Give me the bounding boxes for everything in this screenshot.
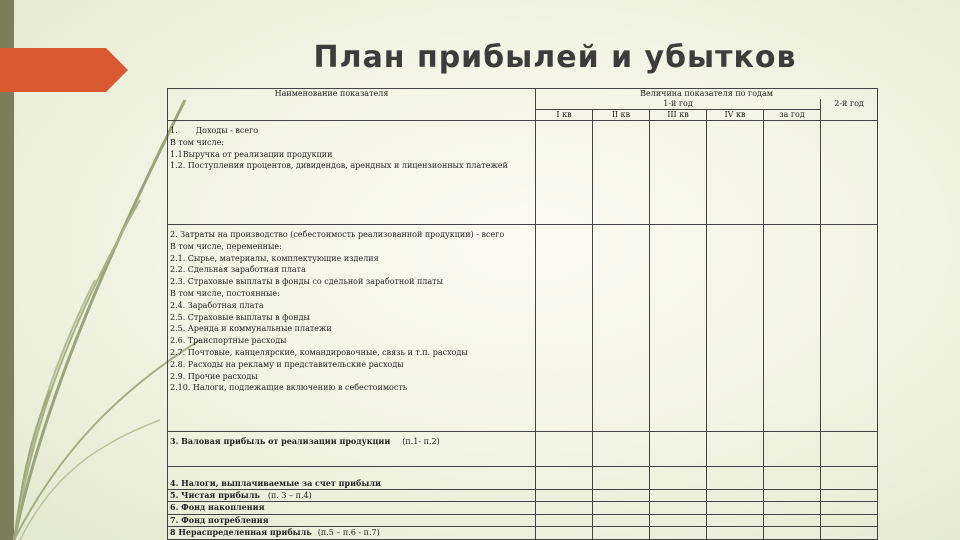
value-cell[interactable] xyxy=(536,225,593,432)
value-cell[interactable] xyxy=(650,467,707,490)
value-cell[interactable] xyxy=(821,121,878,225)
value-cell[interactable] xyxy=(764,514,821,526)
header-row-1 xyxy=(168,89,878,100)
value-cell[interactable] xyxy=(764,121,821,225)
full-year-header: за год xyxy=(764,110,821,121)
value-cell[interactable] xyxy=(593,432,650,467)
value-cell[interactable] xyxy=(650,514,707,526)
value-cell[interactable] xyxy=(764,490,821,502)
quarter-2-header: II кв xyxy=(593,110,650,121)
value-cell[interactable] xyxy=(536,527,593,539)
revenue-line: В том числе: xyxy=(170,137,225,147)
net-profit-row xyxy=(168,490,878,502)
value-cell[interactable] xyxy=(821,527,878,539)
value-cell[interactable] xyxy=(650,490,707,502)
gross-profit-cell xyxy=(168,432,536,467)
year-2-header: 2-й год xyxy=(821,99,878,121)
revenue-line: 1.1Выручка от реализации продукции xyxy=(170,149,333,159)
value-cell[interactable] xyxy=(536,502,593,514)
net-profit-formula: (п. 3 – п.4) xyxy=(267,491,312,500)
value-cell[interactable] xyxy=(536,432,593,467)
retained-profit-row xyxy=(168,527,878,539)
value-cell[interactable] xyxy=(707,527,764,539)
cost-line: 2.5. Страховые выплаты в фонды xyxy=(170,312,310,322)
quarter-4-header: IV кв xyxy=(707,110,764,121)
cost-line: 2.9. Прочие расходы xyxy=(170,371,258,381)
value-cell[interactable] xyxy=(593,527,650,539)
cost-line: 2.3. Страховые выплаты в фонды со сдельной заработной платы xyxy=(170,277,443,287)
cost-line: В том числе, постоянные: xyxy=(170,288,280,298)
value-cell[interactable] xyxy=(764,225,821,432)
costs-row xyxy=(168,225,878,432)
cost-line: 2.1. Сырье, материалы, комплектующие изделия xyxy=(170,253,379,263)
profit-loss-table xyxy=(167,88,878,540)
cost-line: 2.6. Транспортные расходы xyxy=(170,336,287,346)
revenue-row xyxy=(168,121,878,225)
cost-line: 2.8. Расходы на рекламу и представительские расходы xyxy=(170,359,404,369)
page-title: План прибылей и убытков xyxy=(313,40,797,75)
indicator-name-header: Наименование показателя xyxy=(168,89,536,121)
value-cell[interactable] xyxy=(707,514,764,526)
retained-profit-cell xyxy=(168,527,536,539)
year-1-header: 1-й год xyxy=(536,99,821,110)
value-cell[interactable] xyxy=(821,467,878,490)
value-cell[interactable] xyxy=(764,432,821,467)
value-cell[interactable] xyxy=(821,490,878,502)
value-cell[interactable] xyxy=(650,432,707,467)
value-cell[interactable] xyxy=(707,502,764,514)
value-cell[interactable] xyxy=(593,502,650,514)
value-cell[interactable] xyxy=(593,121,650,225)
accumulation-fund-row xyxy=(168,502,878,514)
value-cell[interactable] xyxy=(593,490,650,502)
cost-line: 2.2. Сдельная заработная плата xyxy=(170,265,306,275)
value-cell[interactable] xyxy=(707,490,764,502)
gross-profit-label: 3. Валовая прибыль от реализации продукции xyxy=(170,436,391,446)
value-cell[interactable] xyxy=(593,467,650,490)
value-by-years-header: Величина показателя по годам xyxy=(536,89,878,100)
accumulation-fund-label: 6. Фонд накопления xyxy=(168,502,536,514)
value-cell[interactable] xyxy=(707,467,764,490)
value-cell[interactable] xyxy=(707,121,764,225)
quarter-3-header: III кв xyxy=(650,110,707,121)
value-cell[interactable] xyxy=(821,432,878,467)
gross-profit-formula: (п.1- п.2) xyxy=(402,437,440,446)
value-cell[interactable] xyxy=(821,514,878,526)
value-cell[interactable] xyxy=(707,225,764,432)
cost-line: 2.5. Аренда и коммунальные платежи xyxy=(170,324,332,334)
value-cell[interactable] xyxy=(707,432,764,467)
consumption-fund-row xyxy=(168,514,878,526)
cost-line: 2. Затраты на производство (себестоимость реализованной продукции) - всего xyxy=(170,230,505,239)
value-cell[interactable] xyxy=(764,502,821,514)
revenue-cell xyxy=(168,121,536,225)
value-cell[interactable] xyxy=(593,514,650,526)
value-cell[interactable] xyxy=(536,514,593,526)
value-cell[interactable] xyxy=(536,490,593,502)
value-cell[interactable] xyxy=(764,527,821,539)
net-profit-cell xyxy=(168,490,536,502)
costs-cell xyxy=(168,225,536,432)
quarter-1-header: I кв xyxy=(536,110,593,121)
value-cell[interactable] xyxy=(821,502,878,514)
taxes-row xyxy=(168,467,878,490)
cost-line: 2.10. Налоги, подлежащие включению в себестоимость xyxy=(170,383,408,393)
revenue-line: 1.2. Поступления процентов, дивидендов, арендных и лицензионных платежей xyxy=(170,161,508,171)
retained-profit-formula: (п.5 – п.6 - п.7) xyxy=(317,528,380,538)
value-cell[interactable] xyxy=(650,121,707,225)
value-cell[interactable] xyxy=(650,527,707,539)
gross-profit-row xyxy=(168,432,878,467)
taxes-label: 4. Налоги, выплачиваемые за счет прибыли xyxy=(168,467,536,490)
cost-line: 2.4. Заработная плата xyxy=(170,300,264,310)
value-cell[interactable] xyxy=(536,121,593,225)
cost-line: 2.7. Почтовые, канцелярские, командировочные, связь и т.п. расходы xyxy=(170,347,468,357)
value-cell[interactable] xyxy=(536,467,593,490)
value-cell[interactable] xyxy=(650,225,707,432)
value-cell[interactable] xyxy=(821,225,878,432)
net-profit-label: 5. Чистая прибыль xyxy=(170,490,260,500)
value-cell[interactable] xyxy=(593,225,650,432)
cost-line: В том числе, переменные: xyxy=(170,241,282,251)
value-cell[interactable] xyxy=(764,467,821,490)
revenue-total-line: 1. Доходы - всего xyxy=(170,126,259,135)
value-cell[interactable] xyxy=(650,502,707,514)
consumption-fund-label: 7. Фонд потребления xyxy=(168,514,536,526)
retained-profit-label: 8 Нераспределенная прибыль xyxy=(170,527,312,538)
